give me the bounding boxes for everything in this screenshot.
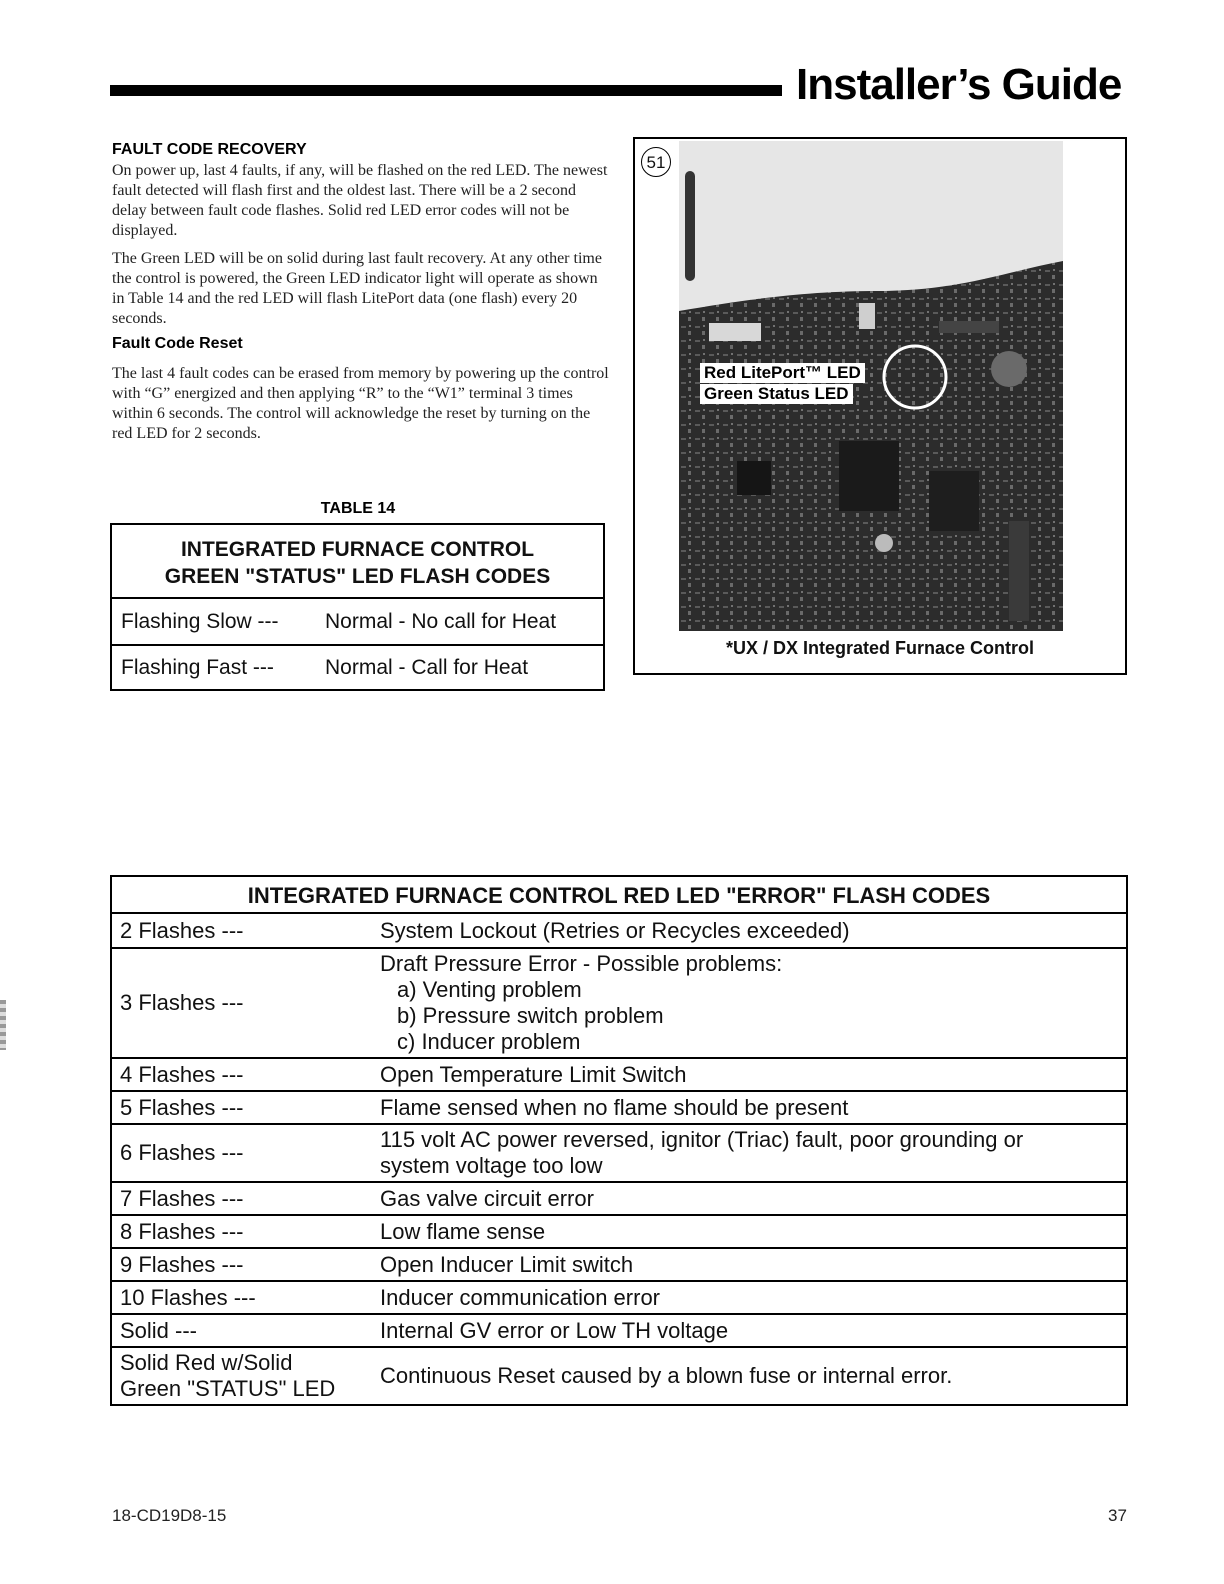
green-status-led-callout: Green Status LED [700,384,853,404]
error-description: Flame sensed when no flame should be present [380,1094,849,1120]
error-description-line: system voltage too low [380,1153,603,1178]
scan-margin-mark [0,1000,6,1050]
error-description: Gas valve circuit error [380,1185,594,1211]
fault-recovery-heading: FAULT CODE RECOVERY [112,141,307,158]
connector [859,303,875,329]
figure-caption: *UX / DX Integrated Furnace Control [725,638,1035,658]
error-code: Solid --- [120,1317,198,1343]
error-description-line: Draft Pressure Error - Possible problems: [380,951,783,976]
error-code: 4 Flashes --- [120,1061,244,1087]
error-code: 7 Flashes --- [120,1185,244,1211]
terminal-strip [939,321,999,333]
table-row [112,1057,1126,1090]
table-14-label: TABLE 14 [320,500,396,517]
error-code: 2 Flashes --- [120,917,244,943]
red-liteport-led-callout: Red LitePort™ LED [700,363,865,383]
error-description: Inducer communication error [380,1284,661,1310]
error-description: Internal GV error or Low TH voltage [380,1317,729,1343]
possible-problem: c) Inducer problem [397,1029,581,1054]
table-row [112,644,603,689]
error-code-line: Green "STATUS" LED [120,1376,336,1401]
error-code: 6 Flashes --- [120,1140,244,1165]
green-led-table-title-1: INTEGRATED FURNACE CONTROL [180,538,535,561]
flash-code: Flashing Fast --- [121,655,274,679]
table-row [112,947,1126,1057]
error-code: 10 Flashes --- [120,1284,256,1310]
relay [929,471,979,531]
relay [839,441,899,511]
flash-meaning: Normal - Call for Heat [325,655,529,679]
table-row [112,599,603,644]
table-row [112,1090,1126,1123]
error-description: System Lockout (Retries or Recycles exceeded) [380,917,850,943]
green-led-table-title-2: GREEN "STATUS" LED FLASH CODES [164,565,551,588]
header-rule [110,85,782,96]
fault-recovery-paragraph-2: The Green LED will be on solid during last fault recovery. At any other time the control is powered, the Green LED indicator light will operate as shown in Table 14 and the red LED will flash LitePort data (one flash) every 20 seconds. [112,250,602,327]
page-number: 37 [1108,1506,1127,1525]
cover-slot [685,171,695,281]
error-code: 9 Flashes --- [120,1251,244,1277]
flash-code: Flashing Slow --- [121,609,279,633]
table-row [112,1247,1126,1280]
red-led-error-table [110,875,1128,1406]
error-code-line: Solid Red w/Solid [120,1350,293,1375]
capacitor [875,534,893,552]
error-code: 5 Flashes --- [120,1094,244,1120]
fault-recovery-paragraph-1: On power up, last 4 faults, if any, will be flashed on the red LED. The newest fault detected will flash first and the oldest last. There will be a 2 second delay between fault code flashes. Solid red LED error codes will not be displayed. [112,162,608,239]
error-code [112,1350,380,1402]
connector [709,323,761,341]
figure-number: 51 [641,147,671,177]
error-code: 3 Flashes --- [120,990,244,1015]
error-description-line: 115 volt AC power reversed, ignitor (Triac) fault, poor grounding or [380,1127,1024,1152]
fault-reset-paragraph: The last 4 fault codes can be erased from memory by powering up the control with “G” energized and then applying “R” to the “W1” terminal 3 times within 6 seconds. The control will acknowledge the reset by turning on the red LED for 2 seconds. [112,365,609,442]
table-row [112,1346,1126,1404]
error-description: Continuous Reset caused by a blown fuse or internal error. [380,1363,953,1388]
table-row [112,914,1126,947]
green-led-table [110,523,605,691]
capacitor [991,351,1027,387]
table-row [112,1313,1126,1346]
fault-reset-heading: Fault Code Reset [112,335,243,352]
table-row [112,1214,1126,1247]
error-description [380,1127,1126,1179]
table-row [112,1181,1126,1214]
document-number: 18-CD19D8-15 [112,1506,227,1525]
error-description: Low flame sense [380,1218,546,1244]
possible-problem: b) Pressure switch problem [397,1003,664,1028]
error-description: Open Inducer Limit switch [380,1251,634,1277]
flash-meaning: Normal - No call for Heat [325,609,557,633]
chip [737,461,771,495]
possible-problem: a) Venting problem [397,977,582,1002]
green-led-table-header [112,525,603,599]
table-row [112,1280,1126,1313]
error-table-title: INTEGRATED FURNACE CONTROL RED LED "ERROR" FLASH CODES [112,877,1126,914]
error-description [380,951,1126,1055]
error-description: Open Temperature Limit Switch [380,1061,687,1087]
error-code: 8 Flashes --- [120,1218,244,1244]
pin-header [1009,521,1029,621]
table-row [112,1123,1126,1181]
page-title: Installer’s Guide [796,60,1122,109]
